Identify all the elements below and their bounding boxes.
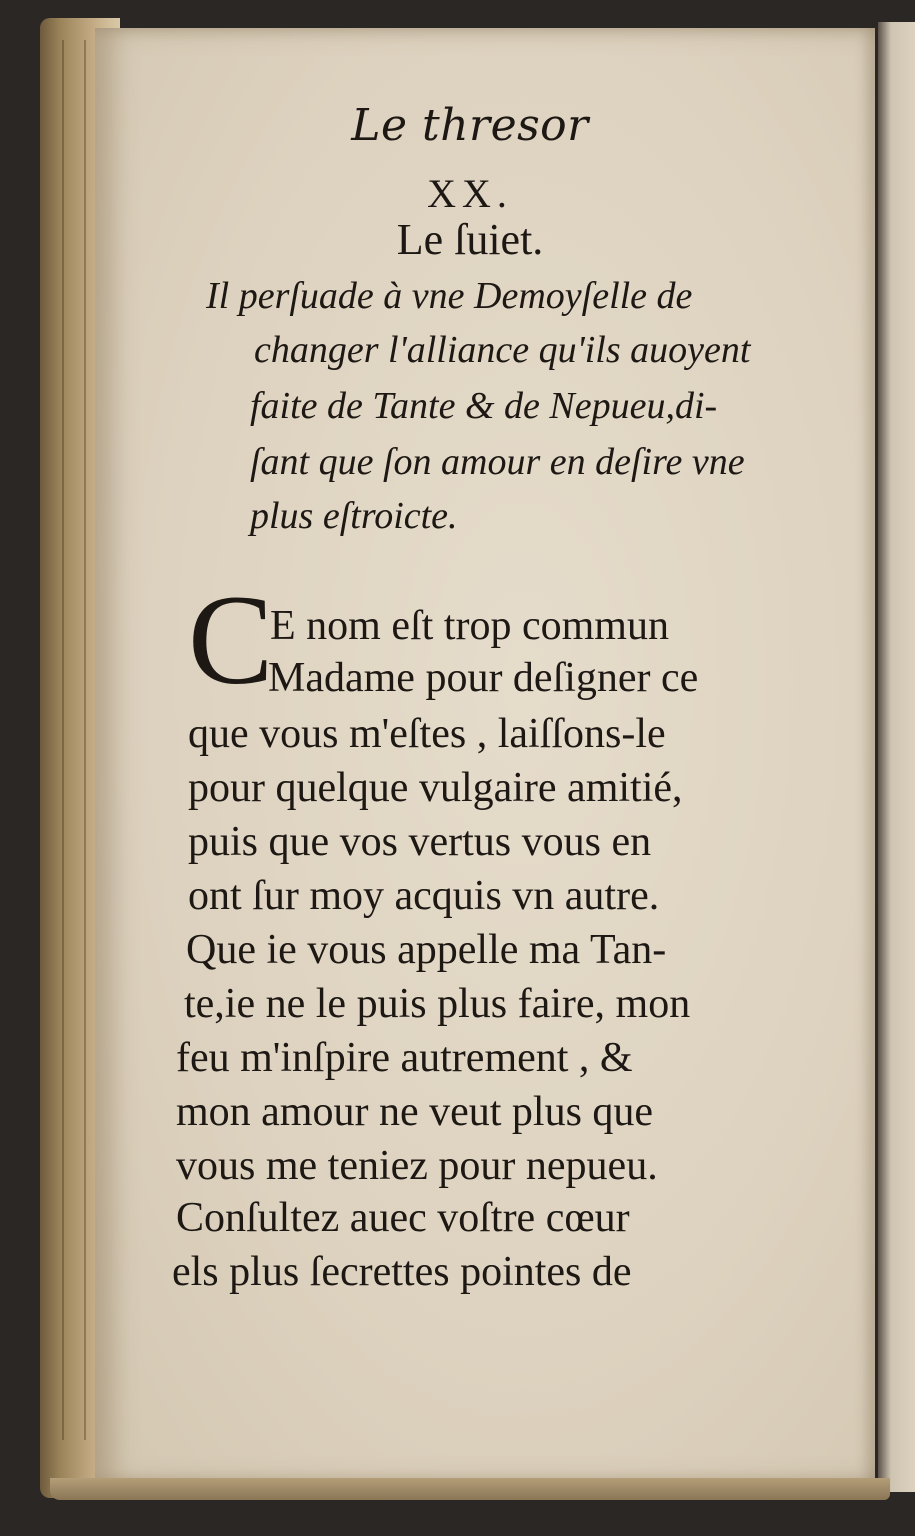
body-line: puis que vos vertus vous en: [188, 819, 652, 865]
summary-line: plus eſtroicte.: [250, 495, 458, 537]
running-header: Le thresor: [351, 100, 589, 151]
summary-line: ſant que ſon amour en deſire vne: [250, 441, 745, 483]
summary-line: faite de Tante & de Nepueu,di-: [250, 385, 718, 427]
drop-cap: C: [188, 569, 274, 711]
binding-line: [84, 40, 86, 1440]
book-bottom-edge: [50, 1478, 890, 1500]
body-line: mon amour ne veut plus que: [176, 1089, 654, 1135]
body-line: Que ie vous appelle ma Tan-: [186, 927, 667, 973]
summary-line: changer l'alliance qu'ils auoyent: [254, 329, 751, 371]
subject-heading: Le ſuiet.: [396, 215, 544, 264]
next-page-edge: [878, 22, 915, 1492]
body-line: ont ſur moy acquis vn autre.: [188, 873, 660, 919]
body-line: Conſultez auec voſtre cœur: [176, 1195, 630, 1241]
body-line: pour quelque vulgaire amitié,: [188, 765, 683, 811]
body-line: Madame pour deſigner ce: [268, 655, 699, 701]
body-line: E nom eſt trop commun: [270, 603, 669, 649]
body-line: feu m'inſpire autrement , &: [176, 1035, 633, 1081]
section-number: XX.: [427, 171, 513, 216]
body-line: vous me teniez pour nepueu.: [176, 1143, 658, 1189]
body-line: te,ie ne le puis plus faire, mon: [184, 981, 691, 1027]
binding-line: [62, 40, 64, 1440]
body-line: els plus ſecrettes pointes de: [172, 1249, 632, 1295]
summary-line: Il perſuade à vne Demoyſelle de: [206, 275, 693, 317]
body-line: que vous m'eſtes , laiſſons-le: [188, 711, 666, 757]
